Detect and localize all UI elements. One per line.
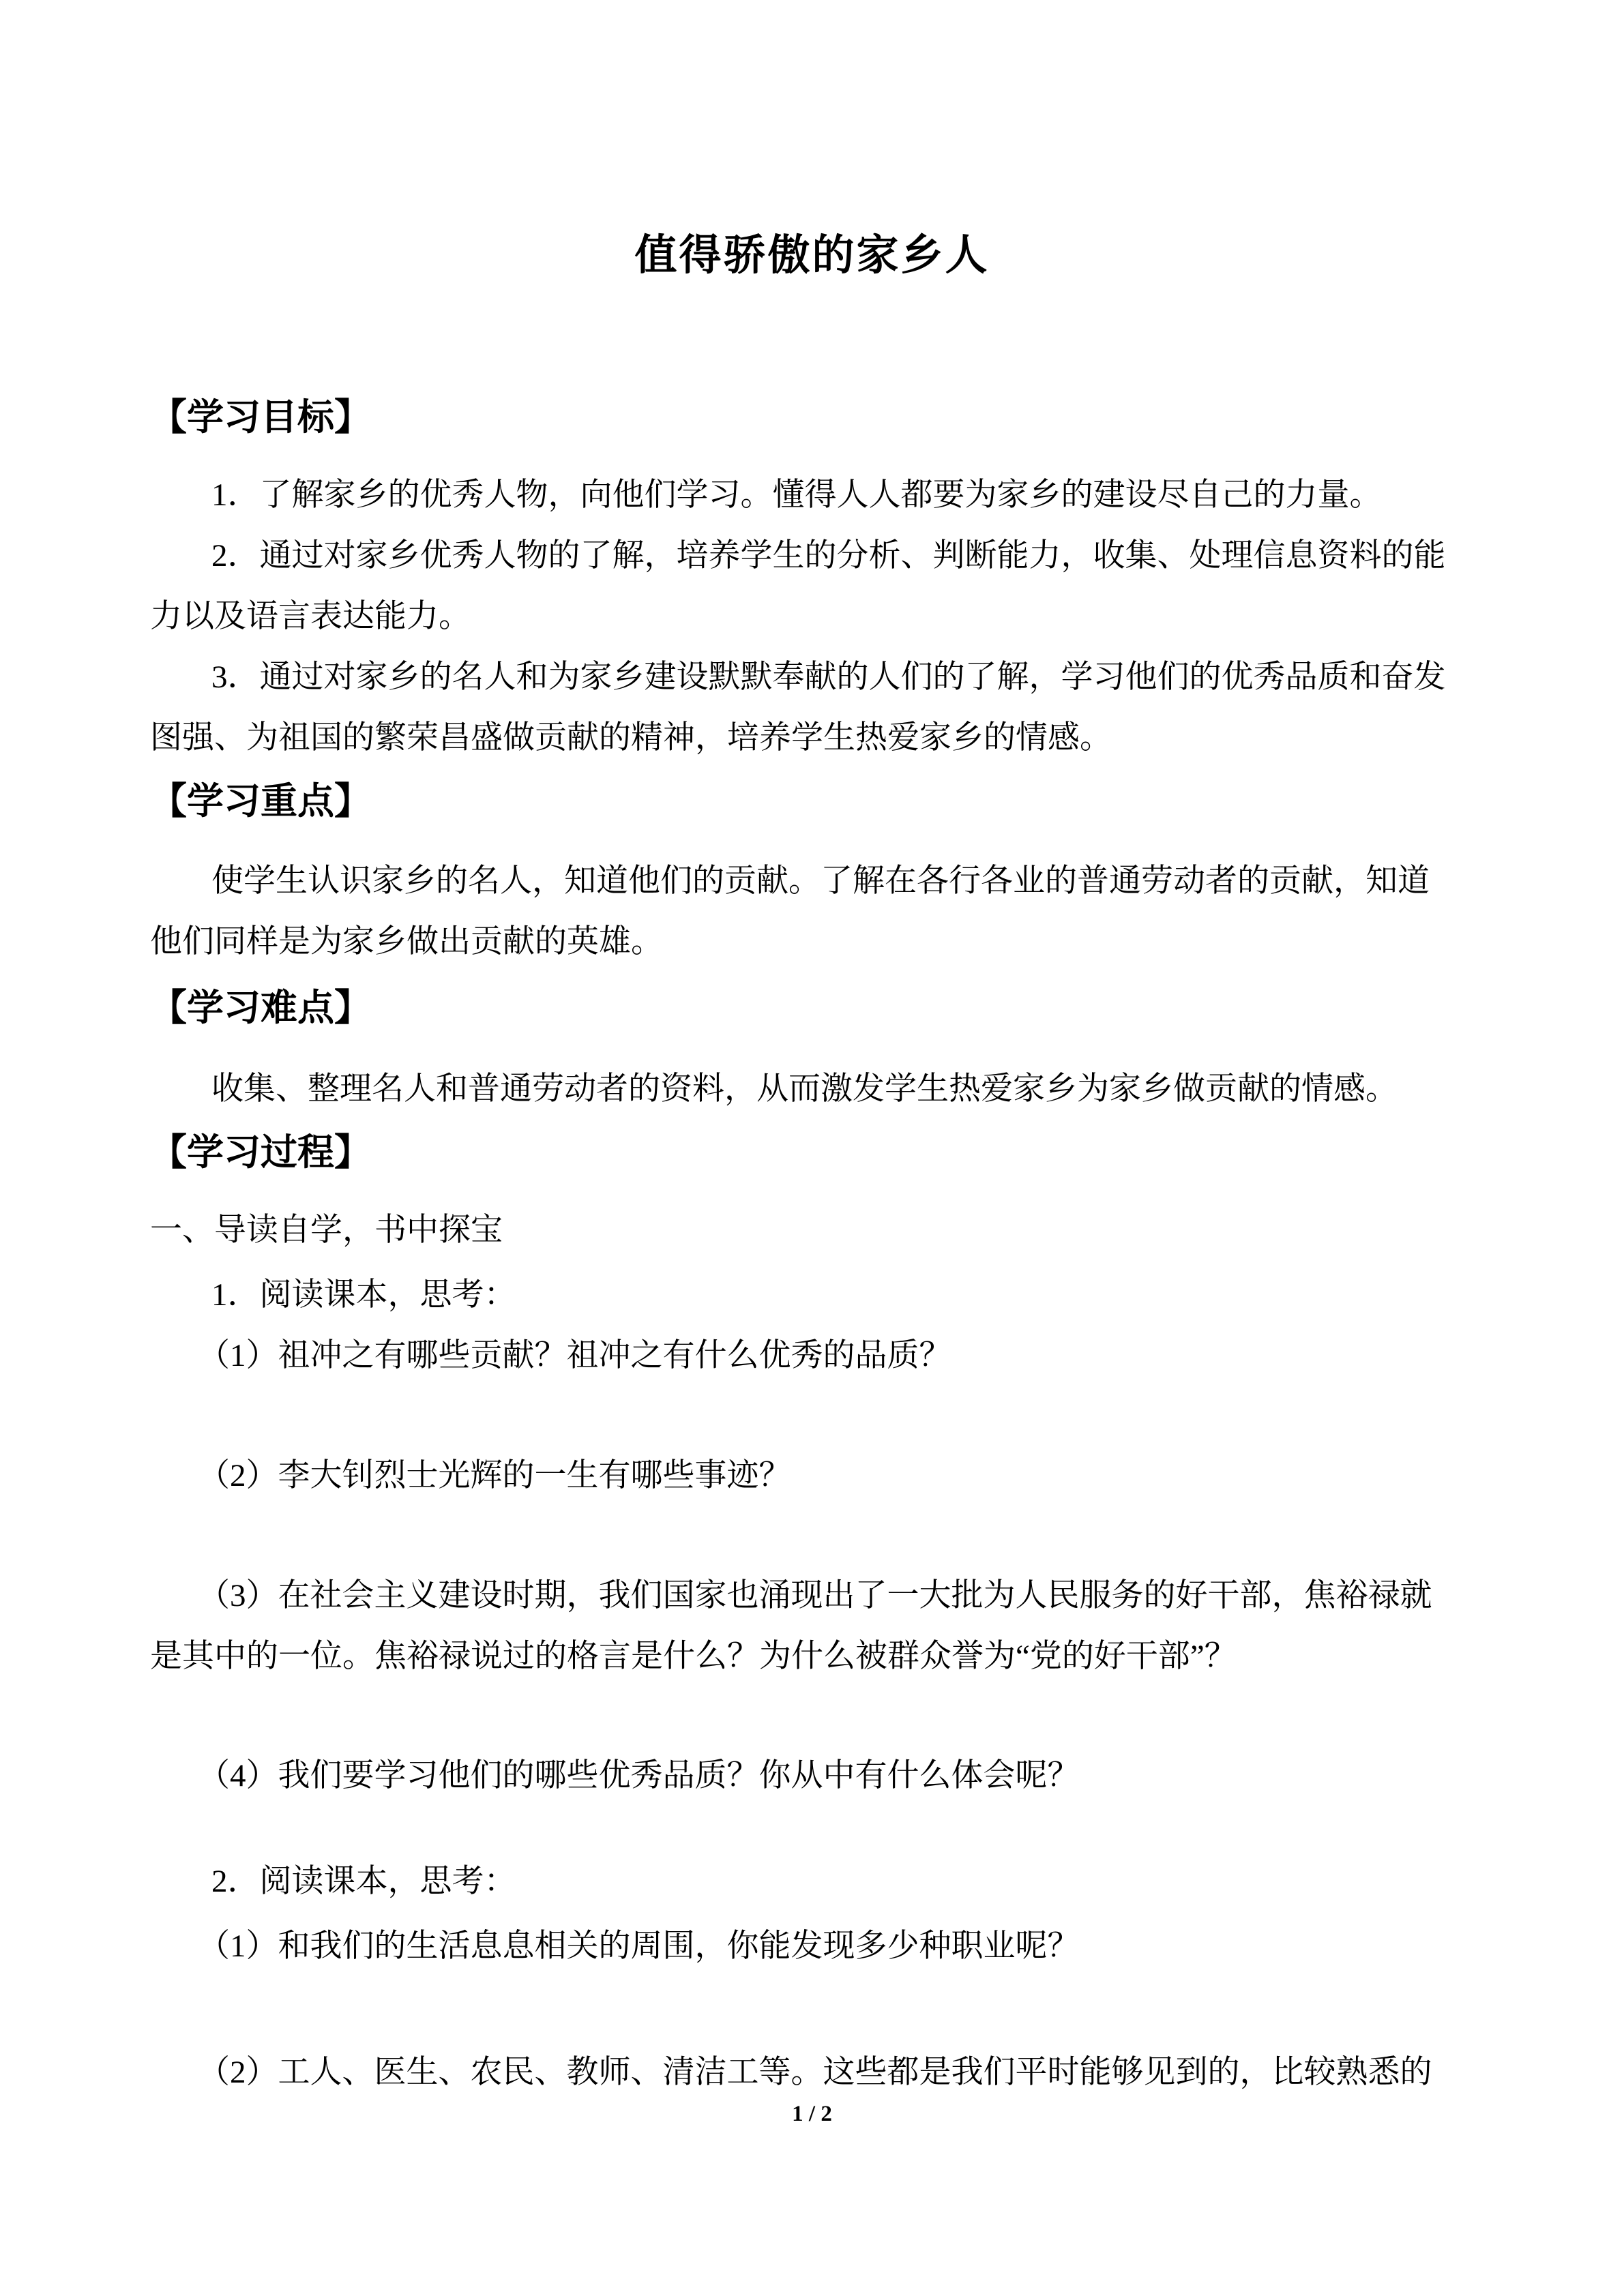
difficulties-line-1: 收集、整理名人和普通劳动者的资料，从而激发学生热爱家乡为家乡做贡献的情感。 xyxy=(211,1071,1398,1107)
question-2-li-dazhao: （2）李大钊烈士光辉的一生有哪些事迹？ xyxy=(198,1458,791,1493)
question-1-occupations: （1）和我们的生活息息相关的周围，你能发现多少种职业呢？ xyxy=(198,1928,1080,1964)
page-number: 1 / 2 xyxy=(792,2102,832,2126)
question-3-jiao-yulu-line-1: （3）在社会主义建设时期，我们国家也涌现出了一大批为人民服务的好干部，焦裕禄就 xyxy=(198,1578,1432,1613)
objective-item-3-line-1: 3．通过对家乡的名人和为家乡建设默默奉献的人们的了解，学习他们的优秀品质和奋发 xyxy=(211,659,1446,695)
question-2-workers: （2）工人、医生、农民、教师、清洁工等。这些都是我们平时能够见到的，比较熟悉的 xyxy=(198,2055,1432,2090)
document-title: 值得骄傲的家乡人 xyxy=(634,233,990,279)
objective-item-2-line-1: 2．通过对家乡优秀人物的了解，培养学生的分析、判断能力，收集、处理信息资料的能 xyxy=(211,538,1446,573)
section-heading-objectives: 【学习目标】 xyxy=(150,397,371,438)
process-part-1-heading: 一、导读自学，书中探宝 xyxy=(150,1212,503,1248)
process-read-task-2: 2．阅读课本，思考： xyxy=(211,1864,516,1899)
question-3-jiao-yulu-line-2: 是其中的一位。焦裕禄说过的格言是什么？为什么被群众誉为“党的好干部”？ xyxy=(150,1639,1237,1674)
section-heading-difficulties: 【学习难点】 xyxy=(150,987,371,1028)
process-read-task-1: 1．阅读课本，思考： xyxy=(211,1277,516,1313)
question-1-zu-chongzhi: （1）祖冲之有哪些贡献？祖冲之有什么优秀的品质？ xyxy=(198,1338,951,1373)
section-heading-process: 【学习过程】 xyxy=(150,1132,371,1173)
section-heading-key-points: 【学习重点】 xyxy=(150,781,371,822)
objective-item-3-line-2: 图强、为祖国的繁荣昌盛做贡献的精神，培养学生热爱家乡的情感。 xyxy=(150,720,1112,756)
key-points-line-2: 他们同样是为家乡做出贡献的英雄。 xyxy=(150,924,663,959)
objective-item-2-line-2: 力以及语言表达能力。 xyxy=(150,599,471,634)
objective-item-1: 1．了解家乡的优秀人物，向他们学习。懂得人人都要为家乡的建设尽自己的力量。 xyxy=(211,477,1382,513)
key-points-line-1: 使学生认识家乡的名人，知道他们的贡献。了解在各行各业的普通劳动者的贡献，知道 xyxy=(211,863,1430,899)
question-4-qualities: （4）我们要学习他们的哪些优秀品质？你从中有什么体会呢？ xyxy=(198,1758,1080,1793)
